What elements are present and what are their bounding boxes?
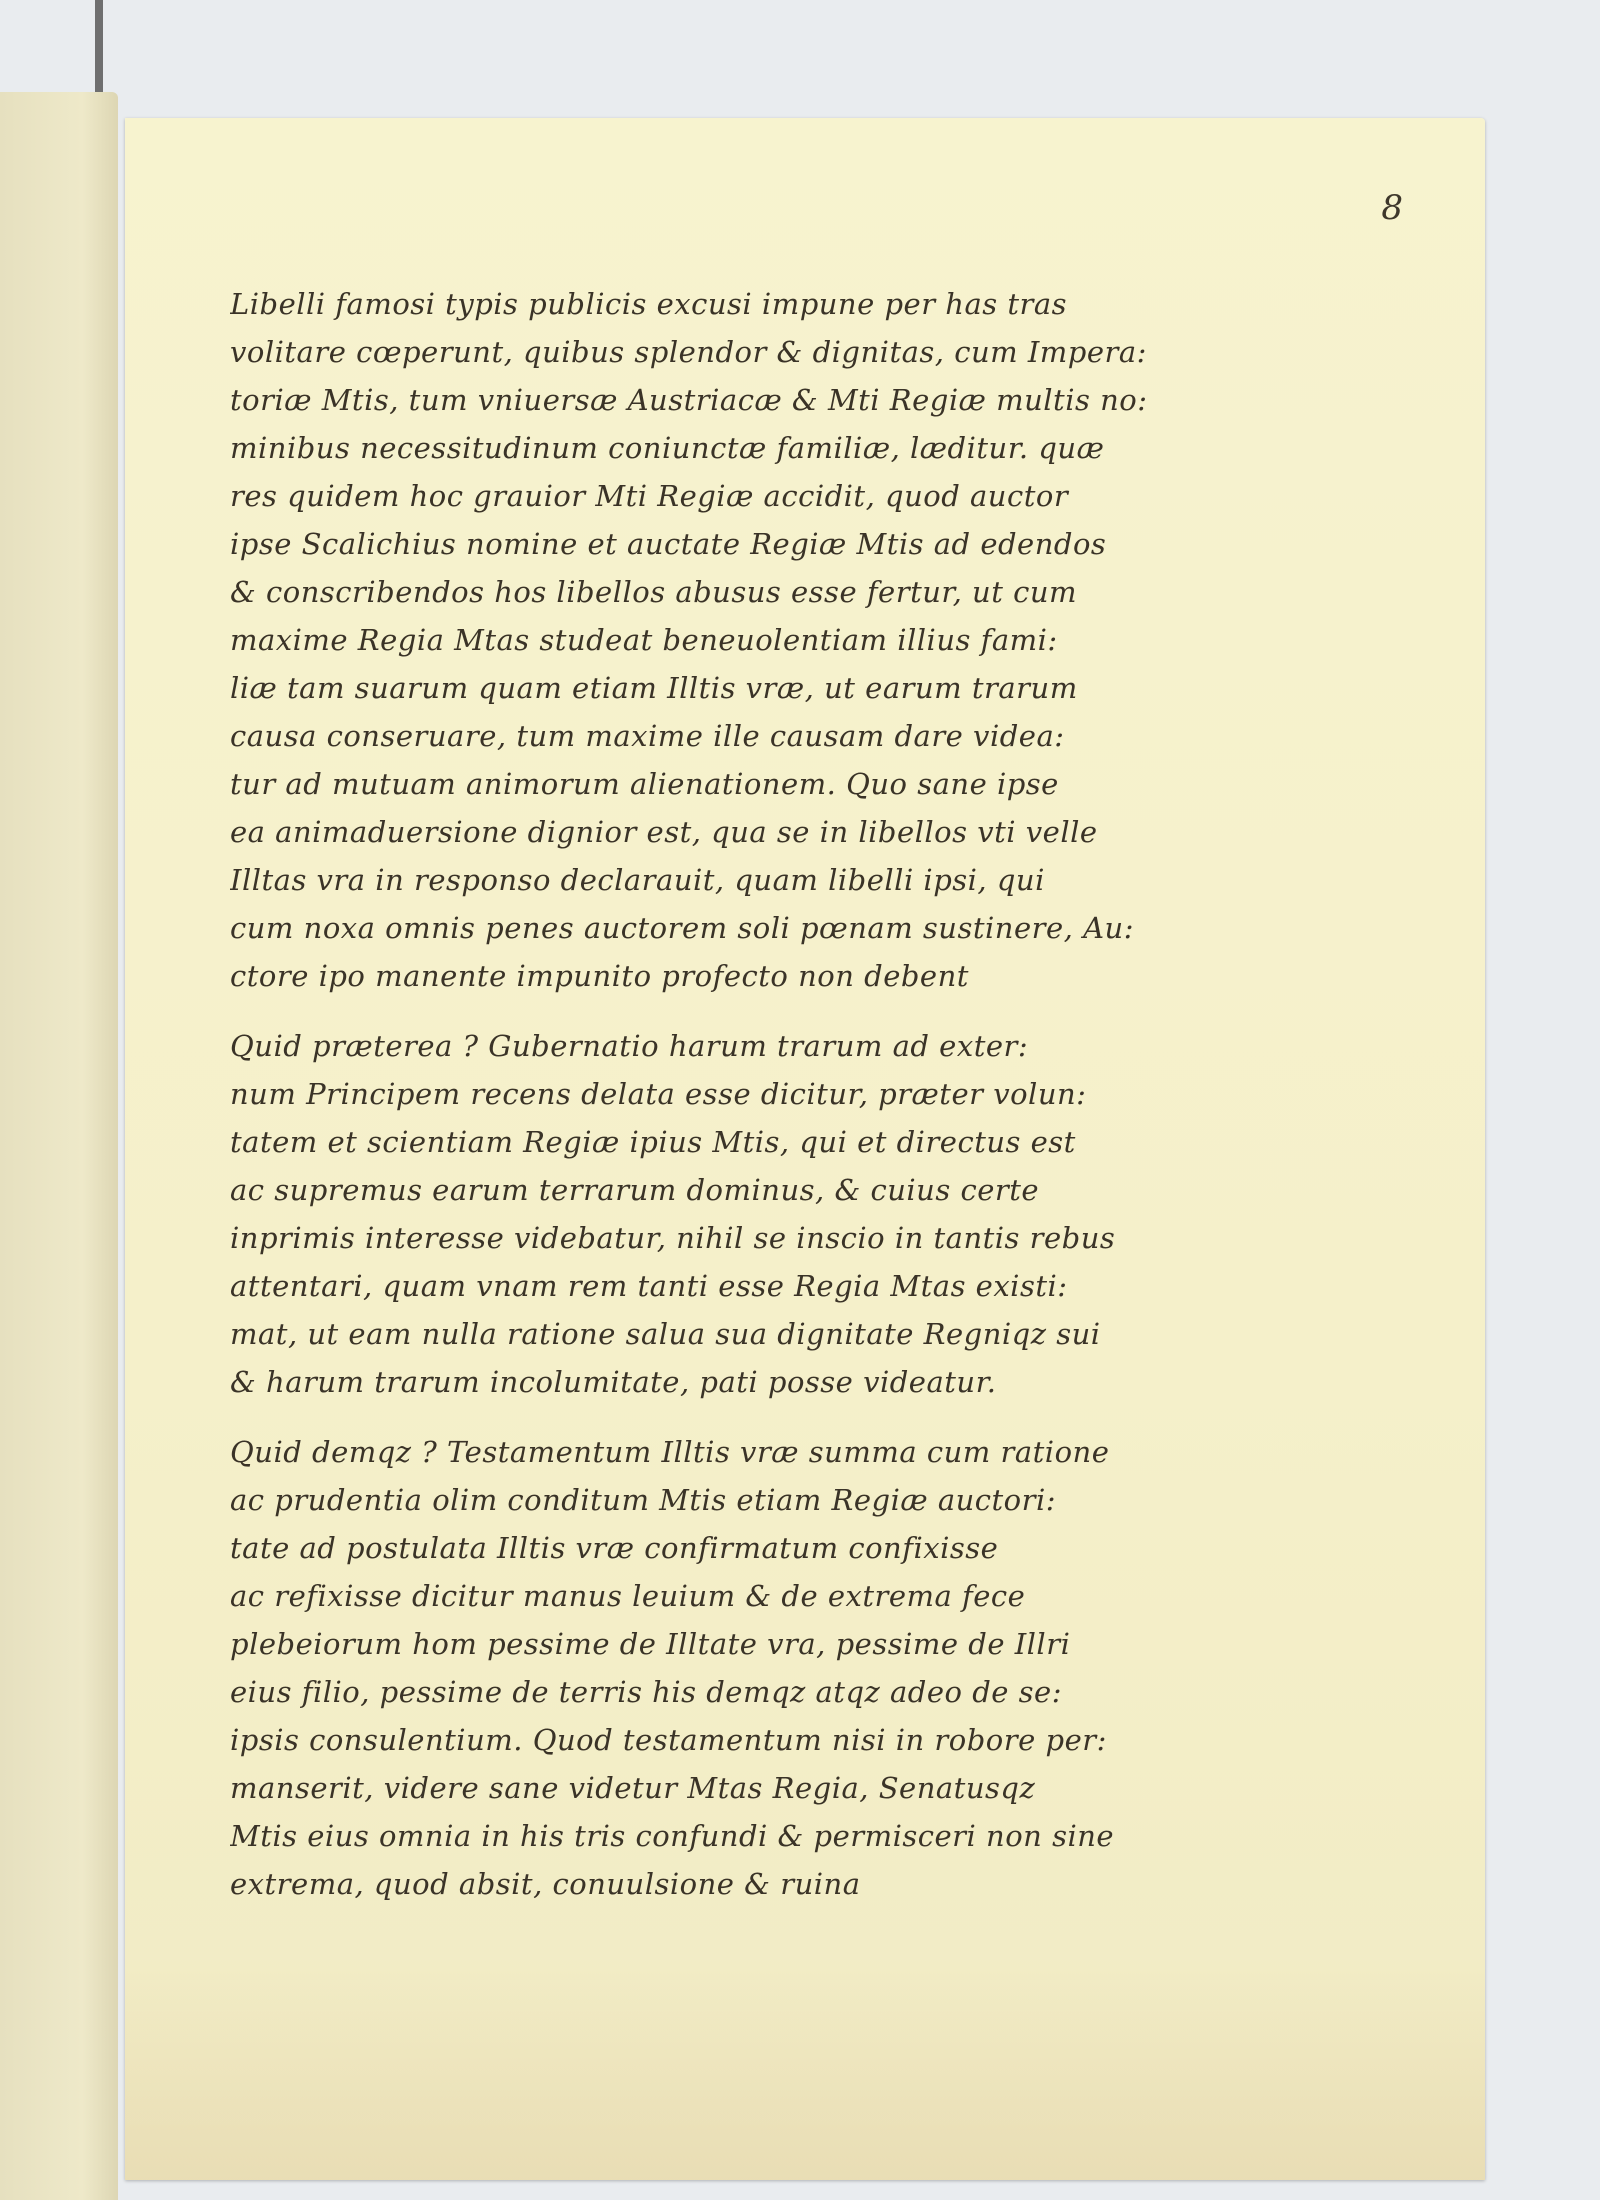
text-line: maxime Regia Mtas studeat beneuolentiam illius fami: — [230, 623, 1058, 657]
text-line: & harum trarum incolumitate, pati posse videatur. — [230, 1365, 997, 1399]
text-line: Mtis eius omnia in his tris confundi & permisceri non sine — [230, 1819, 1115, 1853]
text-line: plebeiorum hom pessime de Illtate vra, pessime de Illri — [230, 1627, 1071, 1661]
paragraph-2 — [230, 1022, 1260, 1406]
paragraph-gap — [230, 1406, 1260, 1428]
text-line: extrema, quod absit, conuulsione & ruina — [230, 1867, 861, 1901]
text-line: cum noxa omnis penes auctorem soli pœnam sustinere, Au: — [230, 911, 1134, 945]
text-line: ctore ipo manente impunito profecto non debent — [230, 959, 969, 993]
text-line: ac refixisse dicitur manus leuium & de extrema fece — [230, 1579, 1026, 1613]
text-line: manserit, videre sane videtur Mtas Regia, Senatusqz — [230, 1771, 1036, 1805]
text-line: tate ad postulata Illtis vræ confirmatum confixisse — [230, 1531, 999, 1565]
text-line: ipsis consulentium. Quod testamentum nisi in robore per: — [230, 1723, 1107, 1757]
previous-page-edge — [0, 92, 118, 2200]
text-line: Libelli famosi typis publicis excusi impune per has tras — [230, 287, 1068, 321]
text-line: inprimis interesse videbatur, nihil se inscio in tantis rebus — [230, 1221, 1116, 1255]
text-line: num Principem recens delata esse dicitur, præter volun: — [230, 1077, 1087, 1111]
text-line: mat, ut eam nulla ratione salua sua dignitate Regniqz sui — [230, 1317, 1101, 1351]
text-line: volitare cœperunt, quibus splendor & dignitas, cum Impera: — [230, 335, 1147, 369]
text-line: ipse Scalichius nomine et auctate Regiæ Mtis ad edendos — [230, 527, 1107, 561]
text-line: attentari, quam vnam rem tanti esse Regia Mtas existi: — [230, 1269, 1068, 1303]
text-line: tur ad mutuam animorum alienationem. Quo sane ipse — [230, 767, 1059, 801]
paragraph-3 — [230, 1428, 1260, 1908]
text-line: Quid præterea ? Gubernatio harum trarum ad exter: — [230, 1029, 1029, 1063]
folio-number: 8 — [1381, 188, 1403, 228]
manuscript-text — [230, 280, 1260, 1908]
text-line: toriæ Mtis, tum vniuersæ Austriacæ & Mti Regiæ multis no: — [230, 383, 1148, 417]
text-line: minibus necessitudinum coniunctæ familiæ, læditur. quæ — [230, 431, 1105, 465]
paragraph-gap — [230, 1000, 1260, 1022]
text-line: eius filio, pessime de terris his demqz atqz adeo de se: — [230, 1675, 1062, 1709]
text-line: Quid demqz ? Testamentum Illtis vræ summa cum ratione — [230, 1435, 1110, 1469]
text-line: ac prudentia olim conditum Mtis etiam Regiæ auctori: — [230, 1483, 1057, 1517]
text-line: ac supremus earum terrarum dominus, & cuius certe — [230, 1173, 1040, 1207]
text-line: ea animaduersione dignior est, qua se in libellos vti velle — [230, 815, 1098, 849]
text-line: Illtas vra in responso declarauit, quam libelli ipsi, qui — [230, 863, 1045, 897]
text-line: liæ tam suarum quam etiam Illtis vræ, ut earum trarum — [230, 671, 1078, 705]
text-line: tatem et scientiam Regiæ ipius Mtis, qui et directus est — [230, 1125, 1076, 1159]
text-line: causa conseruare, tum maxime ille causam dare videa: — [230, 719, 1065, 753]
text-line: res quidem hoc grauior Mti Regiæ accidit, quod auctor — [230, 479, 1069, 513]
paragraph-1 — [230, 280, 1260, 1000]
text-line: & conscribendos hos libellos abusus esse fertur, ut cum — [230, 575, 1077, 609]
